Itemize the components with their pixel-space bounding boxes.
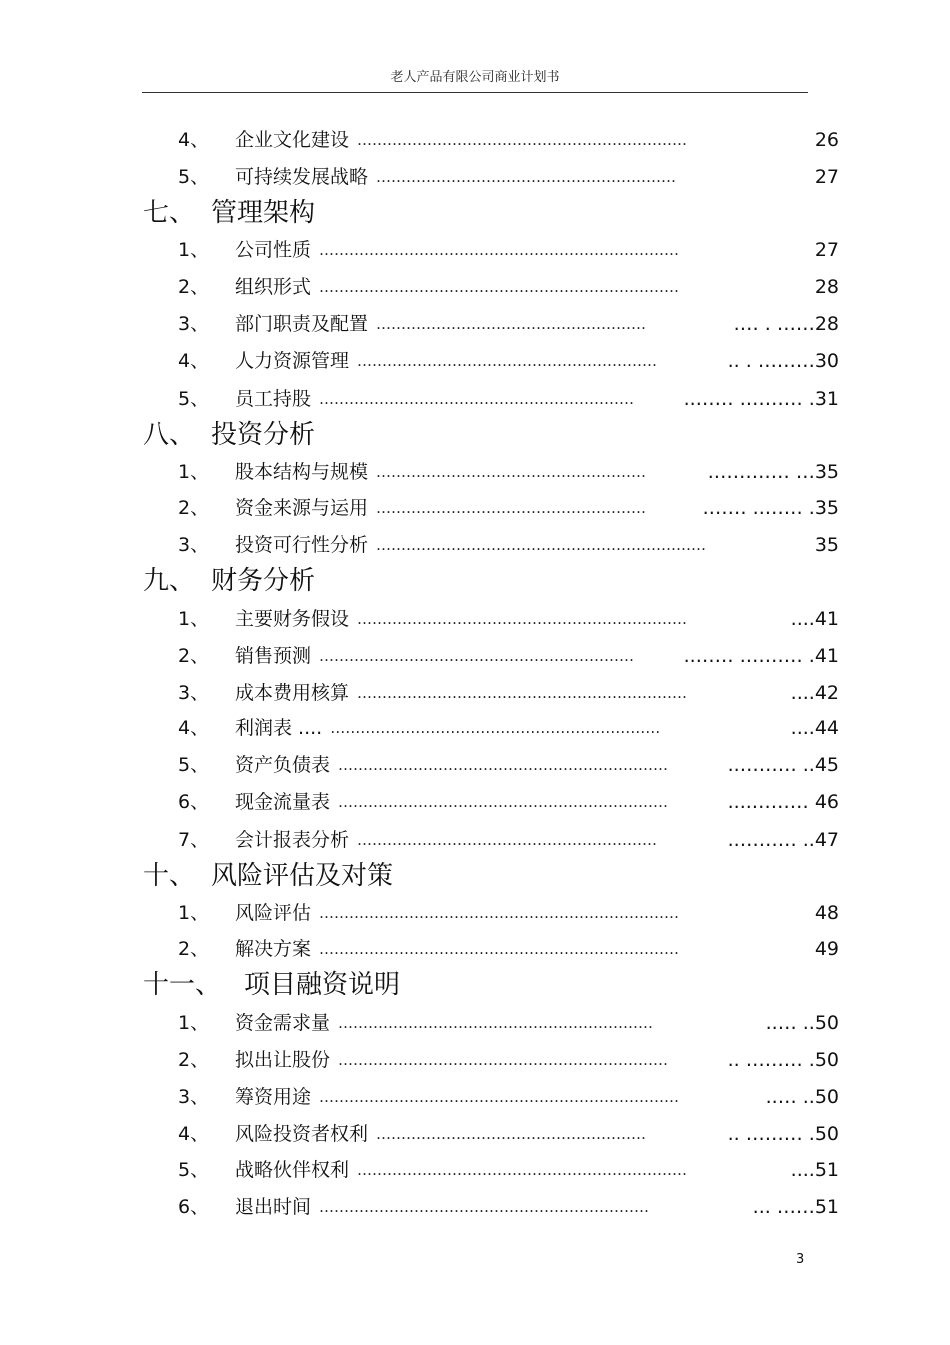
entry-label: 拟出让股份 [235,1049,331,1071]
entry-page-number: 27 [814,239,839,261]
entry-label: 会计报表分析 [235,829,350,851]
dot-leader: ………………………………………………………… [319,1198,650,1216]
entry-number: 6、 [178,791,210,813]
entry-page-number: ..… ..50 [765,1086,839,1108]
entry-label: 销售预测 [235,645,312,667]
page-number: 3 [796,1252,805,1267]
section-title: 财务分析 [211,566,316,596]
toc-entry[interactable] [0,237,950,263]
entry-page-number: ....51 [790,1159,839,1181]
toc-section-heading[interactable] [143,564,316,598]
entry-page-number: .…… ..…… .35 [702,497,839,519]
entry-page-number: 27 [814,166,839,188]
entry-number: 3、 [178,313,210,335]
entry-label: 人力资源管理 [235,350,350,372]
entry-number: 1、 [178,461,210,483]
dot-leader: ……………………………………………… [376,499,647,517]
entry-page-number: .. . ………30 [727,350,839,372]
section-title: 投资分析 [211,420,316,450]
entry-page-number: ... ……51 [752,1196,839,1218]
dot-leader: ………………………………………………………… [330,719,661,737]
entry-number: 1、 [178,608,210,630]
entry-label: 风险投资者权利 [235,1123,369,1145]
entry-number: 4、 [178,717,210,739]
dot-leader: ………………………………………………………… [357,610,688,628]
entry-number: 5、 [178,388,210,410]
dot-leader: …………………………………………………… [376,168,677,186]
entry-label: 公司性质 [235,239,312,261]
entry-label: 企业文化建设 [235,129,350,151]
entry-number: 7、 [178,829,210,851]
toc-section-heading[interactable] [143,196,316,230]
entry-label: 投资可行性分析 [235,534,369,556]
entry-page-number: ..…… .……… .31 [683,388,839,410]
entry-number: 3、 [178,682,210,704]
entry-label: 利润表 .... [235,717,323,739]
toc-entry[interactable] [0,606,950,632]
section-number: 七、 [143,198,196,228]
entry-label: 成本费用核算 [235,682,350,704]
section-title: 项目融资说明 [244,970,401,1000]
entry-page-number: .………… …35 [707,461,839,483]
toc-entry[interactable] [0,789,950,815]
toc-section-heading[interactable] [143,968,401,1002]
toc-section-heading[interactable] [143,859,394,893]
dot-leader: ……………………………………………………… [319,390,635,408]
dot-leader: ……………………………………………………… [319,647,635,665]
entry-page-number: ....41 [790,608,839,630]
entry-number: 4、 [178,350,210,372]
toc-entry[interactable] [0,459,950,485]
entry-label: 可持续发展战略 [235,166,369,188]
toc-entry[interactable] [0,1194,950,1220]
entry-page-number: ..……… ..45 [727,754,839,776]
dot-leader: ……………………………………………………… [338,1014,654,1032]
section-number: 十、 [143,861,196,891]
dot-leader: ……………………………………………… [376,315,647,333]
toc-entry[interactable] [0,643,950,669]
entry-number: 4、 [178,1123,210,1145]
entry-page-number: ....42 [790,682,839,704]
dot-leader: ……………………………………………………………… [319,278,680,296]
entry-number: 1、 [178,902,210,924]
dot-leader: ……………………………………………………………… [319,1088,680,1106]
entry-label: 资金来源与运用 [235,497,369,519]
toc-section-heading[interactable] [143,418,316,452]
toc-entry[interactable] [0,386,950,412]
dot-leader: ……………………………………………… [376,1125,647,1143]
entry-label: 风险评估 [235,902,312,924]
toc-entry[interactable] [0,936,950,962]
entry-page-number: ..……… ..47 [727,829,839,851]
entry-number: 2、 [178,276,210,298]
toc-entry[interactable] [0,348,950,374]
dot-leader: ……………………………………………………………… [319,904,680,922]
entry-page-number: .… . ……28 [733,313,839,335]
toc-entry[interactable] [0,715,950,741]
entry-label: 资产负债表 [235,754,331,776]
entry-page-number: 35 [814,534,839,556]
toc-entry[interactable] [0,1084,950,1110]
dot-leader: ……………………………………………………………… [319,940,680,958]
entry-number: 2、 [178,1049,210,1071]
section-number: 十一、 [143,970,222,1000]
toc-entry[interactable] [0,827,950,853]
dot-leader: ……………………………………………………………… [319,241,680,259]
dot-leader: …………………………………………………… [357,831,658,849]
entry-label: 主要财务假设 [235,608,350,630]
dot-leader: ………………………………………………………… [338,793,669,811]
entry-label: 筹资用途 [235,1086,312,1108]
entry-page-number: ....……… 46 [727,791,839,813]
running-header: 老人产品有限公司商业计划书 [390,70,560,85]
entry-number: 2、 [178,497,210,519]
entry-page-number: 48 [814,902,839,924]
dot-leader: ………………………………………………………… [357,131,688,149]
toc-entry[interactable] [0,900,950,926]
entry-page-number: 49 [814,938,839,960]
toc-entry[interactable] [0,127,950,153]
entry-number: 5、 [178,1159,210,1181]
toc-entry[interactable] [0,274,950,300]
toc-entry[interactable] [0,532,950,558]
entry-number: 5、 [178,754,210,776]
entry-number: 1、 [178,239,210,261]
entry-number: 1、 [178,1012,210,1034]
dot-leader: ………………………………………………………… [338,756,669,774]
entry-label: 员工持股 [235,388,312,410]
section-number: 八、 [143,420,196,450]
section-number: 九、 [143,566,196,596]
toc-entry[interactable] [0,1010,950,1036]
entry-page-number: 28 [814,276,839,298]
entry-label: 股本结构与规模 [235,461,369,483]
entry-number: 3、 [178,534,210,556]
entry-number: 2、 [178,645,210,667]
entry-label: 部门职责及配置 [235,313,369,335]
entry-label: 资金需求量 [235,1012,331,1034]
toc-entry[interactable] [0,495,950,521]
dot-leader: ………………………………………………………… [357,684,688,702]
dot-leader: ………………………………………………………… [376,536,707,554]
dot-leader: ……………………………………………… [376,463,647,481]
toc-entry[interactable] [0,164,950,190]
entry-page-number: ..…… .……… .41 [683,645,839,667]
entry-page-number: .. ……… .50 [727,1049,839,1071]
toc-entry[interactable] [0,1121,950,1147]
toc-entry[interactable] [0,752,950,778]
entry-label: 现金流量表 [235,791,331,813]
toc-entry[interactable] [0,311,950,337]
entry-page-number: ..… ..50 [765,1012,839,1034]
dot-leader: ………………………………………………………… [357,1161,688,1179]
entry-label: 组织形式 [235,276,312,298]
entry-page-number: .. ……… .50 [727,1123,839,1145]
toc-entry[interactable] [0,1157,950,1183]
entry-number: 5、 [178,166,210,188]
entry-number: 6、 [178,1196,210,1218]
entry-number: 2、 [178,938,210,960]
entry-number: 4、 [178,129,210,151]
entry-page-number: ....44 [790,717,839,739]
header-rule [142,92,808,93]
entry-label: 解决方案 [235,938,312,960]
section-title: 管理架构 [211,198,316,228]
toc-entry[interactable] [0,1047,950,1073]
section-title: 风险评估及对策 [211,861,394,891]
toc-entry[interactable] [0,680,950,706]
entry-label: 战略伙伴权利 [235,1159,350,1181]
dot-leader: …………………………………………………… [357,352,658,370]
entry-page-number: 26 [814,129,839,151]
entry-label: 退出时间 [235,1196,312,1218]
dot-leader: ………………………………………………………… [338,1051,669,1069]
entry-number: 3、 [178,1086,210,1108]
